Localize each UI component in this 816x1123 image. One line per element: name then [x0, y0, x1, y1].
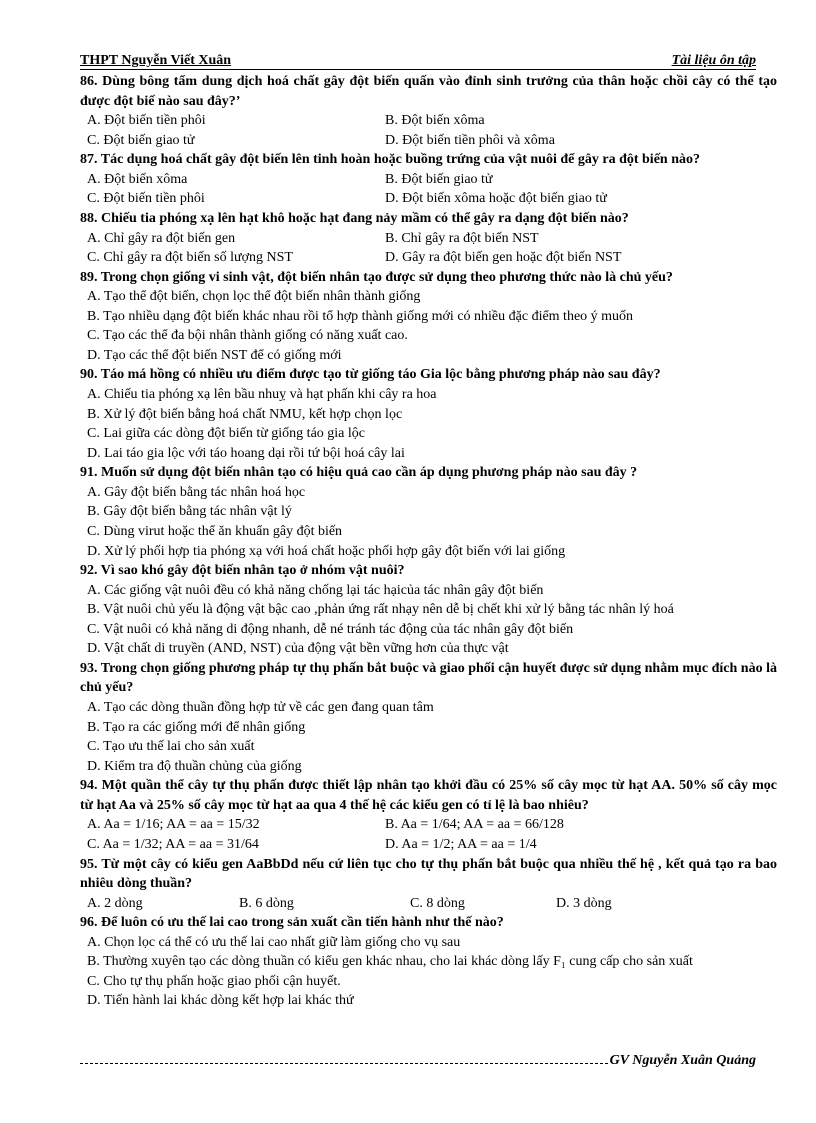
question-block	[80, 72, 777, 150]
answer-option: C. Aa = 1/32; AA = aa = 31/64	[87, 836, 259, 852]
answer-option: A. Các giống vật nuôi đều có khả năng chống lại tác hạicủa tác nhân gây đột biến	[87, 582, 544, 598]
answer-option: A. Đột biến tiền phôi	[87, 113, 206, 129]
answer-options	[80, 385, 777, 463]
question-block	[80, 365, 777, 463]
answer-option: A. Tạo các dòng thuần đồng hợp tử về các gen đang quan tâm	[87, 700, 434, 715]
answer-option: C. Tạo ưu thế lai cho sản xuất	[87, 739, 255, 755]
answer-option: D. Đột biến tiền phôi và xôma	[385, 132, 555, 148]
answer-options	[80, 287, 777, 365]
answer-option: D. Đột biến xôma hoặc đột biến giao tử	[385, 191, 607, 207]
question-text: 88. Chiếu tia phóng xạ lên hạt khô hoặc hạt đang nảy mầm có thể gây ra dạng đột biến nào?	[80, 210, 629, 226]
answer-option: C. Lai giữa các dòng đột biến từ giống táo gia lộc	[87, 426, 365, 442]
question-text: 93. Trong chọn giống phương pháp tự thụ phấn bắt buộc và giao phối cận huyết được sử dụng nhằm mục đích nào là chủ yếu?	[80, 660, 777, 696]
question-text: 95. Từ một cây có kiểu gen AaBbDd nếu cứ liên tục cho tự thụ phấn bắt buộc qua nhiều thế hệ , kết quả tạo ra bao nhiêu dòng thuần?	[80, 856, 777, 892]
question-text: 86. Dùng bông tẩm dung dịch hoá chất gây đột biến quấn vào đỉnh sinh trưởng của thân hoặc chồi cây có thể tạo được đột biế nào sau đây?’	[80, 74, 777, 109]
author-name: GV Nguyễn Xuân Quảng	[609, 1053, 756, 1068]
answer-option: C. Vật nuôi có khả năng di động nhanh, dễ né tránh tác động của tác nhân gây đột biến	[87, 621, 574, 637]
answer-option: C. Tạo các thể đa bội nhân thành giống có năng xuất cao.	[87, 328, 408, 344]
question-block	[80, 150, 777, 209]
answer-option: B. Vật nuôi chủ yếu là động vật bậc cao ,phản ứng rất nhạy nên dễ bị chết khi xử lý bằng tác nhân lý hoá	[87, 602, 674, 618]
question-block	[80, 913, 777, 1011]
answer-option: A. Gây đột biến bằng tác nhân hoá học	[87, 484, 306, 500]
page-header	[80, 52, 756, 70]
answer-option: D. Tiến hành lai khác dòng kết hợp lai khác thứ	[87, 993, 354, 1009]
answer-option: D. Lai táo gia lộc với táo hoang dại rồi tứ bội hoá cây lai	[87, 445, 405, 461]
answer-option: B. Đột biến giao tử	[385, 171, 493, 187]
question-text: 96. Để luôn có ưu thế lai cao trong sản xuất cần tiến hành như thế nào?	[80, 915, 504, 931]
question-list	[80, 72, 777, 1011]
answer-option: A. Aa = 1/16; AA = aa = 15/32	[87, 817, 260, 833]
question-block	[80, 268, 777, 366]
answer-option: C. Chỉ gây ra đột biến số lượng NST	[87, 250, 293, 266]
answer-options	[80, 111, 777, 150]
answer-option: A. 2 dòng	[87, 895, 143, 911]
answer-options	[80, 170, 777, 209]
page-footer	[80, 1053, 756, 1069]
answer-option: B. Aa = 1/64; AA = aa = 66/128	[385, 817, 564, 833]
answer-option: D. Gây ra đột biến gen hoặc đột biến NST	[385, 250, 622, 266]
answer-option: B. Tạo nhiều dạng đột biến khác nhau rồi tổ hợp thành giống mới có nhiều đặc điểm theo ý muốn	[87, 308, 634, 324]
answer-option: D. Kiểm tra độ thuần chủng của giống	[87, 758, 302, 774]
question-text: 92. Vì sao khó gây đột biến nhân tạo ở nhóm vật nuôi?	[80, 563, 405, 579]
answer-option: C. Đột biến tiền phôi	[87, 191, 205, 207]
question-block	[80, 855, 777, 914]
answer-option: B. Gây đột biến bằng tác nhân vật lý	[87, 504, 292, 520]
question-block	[80, 776, 777, 854]
answer-option: C. Đột biến giao tử	[87, 132, 195, 148]
answer-option: D. Aa = 1/2; AA = aa = 1/4	[385, 836, 537, 852]
answer-option: B. Chỉ gây ra đột biến NST	[385, 230, 539, 246]
answer-option: D. 3 dòng	[556, 895, 612, 911]
answer-option: B. Tạo ra các giống mới để nhân giống	[87, 719, 306, 735]
answer-option: D. Xử lý phối hợp tia phóng xạ với hoá chất hoặc phối hợp gây đột biến với lai giống	[87, 543, 566, 559]
answer-option: B. 6 dòng	[239, 895, 294, 911]
question-block	[80, 561, 777, 659]
answer-option: A. Chỉ gây ra đột biến gen	[87, 230, 236, 246]
question-text: 90. Táo má hồng có nhiều ưu điểm được tạo từ giống táo Gia lộc bằng phương pháp nào sau đây?	[80, 367, 661, 383]
answer-options	[80, 581, 777, 659]
answer-options	[80, 894, 777, 914]
question-block	[80, 659, 777, 776]
question-text: 94. Một quần thể cây tự thụ phấn được thiết lập nhân tạo khởi đầu có 25% số cây mọc từ hạt AA. 50% số cây mọc từ hạt Aa và 25% số cây mọc từ hạt aa qua 4 thế hệ các kiểu gen có tỉ lệ là bao nhiêu?	[80, 778, 777, 813]
question-text: 89. Trong chọn giống vi sinh vật, đột biến nhân tạo được sử dụng theo phương thức nào là chủ yếu?	[80, 269, 673, 285]
answer-option: C. Dùng virut hoặc thể ăn khuẩn gây đột biến	[87, 523, 343, 539]
answer-option: C. 8 dòng	[410, 895, 465, 911]
answer-option: D. Vật chất di truyền (AND, NST) của động vật bền vững hơn của thực vật	[87, 641, 509, 657]
answer-options	[80, 698, 777, 776]
answer-option: C. Cho tự thụ phấn hoặc giao phối cận huyết.	[87, 973, 341, 989]
answer-options	[80, 815, 777, 854]
answer-option: B. Thường xuyên tạo các dòng thuần có kiểu gen khác nhau, cho lai khác dòng lấy F₁ cung cấp cho sản xuất	[87, 954, 693, 970]
question-block	[80, 463, 777, 561]
answer-options	[80, 229, 777, 268]
school-name: THPT Nguyễn Viết Xuân	[80, 53, 232, 68]
footer-divider	[80, 1053, 608, 1064]
document-title: Tài liệu ôn tập	[671, 53, 756, 68]
question-text: 91. Muốn sử dụng đột biến nhân tạo có hiệu quả cao cần áp dụng phương pháp nào sau đây ?	[80, 465, 638, 481]
answer-options	[80, 933, 777, 1011]
question-block	[80, 209, 777, 268]
answer-option: A. Chọn lọc cá thể có ưu thế lai cao nhất giữ làm giống cho vụ sau	[87, 934, 461, 950]
answer-options	[80, 483, 777, 561]
answer-option: D. Tạo các thể đột biến NST để có giống mới	[87, 347, 342, 363]
answer-option: B. Đột biến xôma	[385, 113, 485, 129]
answer-option: A. Chiếu tia phóng xạ lên bầu nhuỵ và hạt phấn khi cây ra hoa	[87, 387, 437, 402]
answer-option: B. Xử lý đột biến bằng hoá chất NMU, kết hợp chọn lọc	[87, 406, 403, 422]
answer-option: A. Đột biến xôma	[87, 171, 188, 187]
question-text: 87. Tác dụng hoá chất gây đột biến lên tinh hoàn hoặc buồng trứng của vật nuôi để gây ra đột biến nào?	[80, 152, 700, 168]
answer-option: A. Tạo thể đột biến, chọn lọc thể đột biến nhân thành giống	[87, 289, 421, 305]
